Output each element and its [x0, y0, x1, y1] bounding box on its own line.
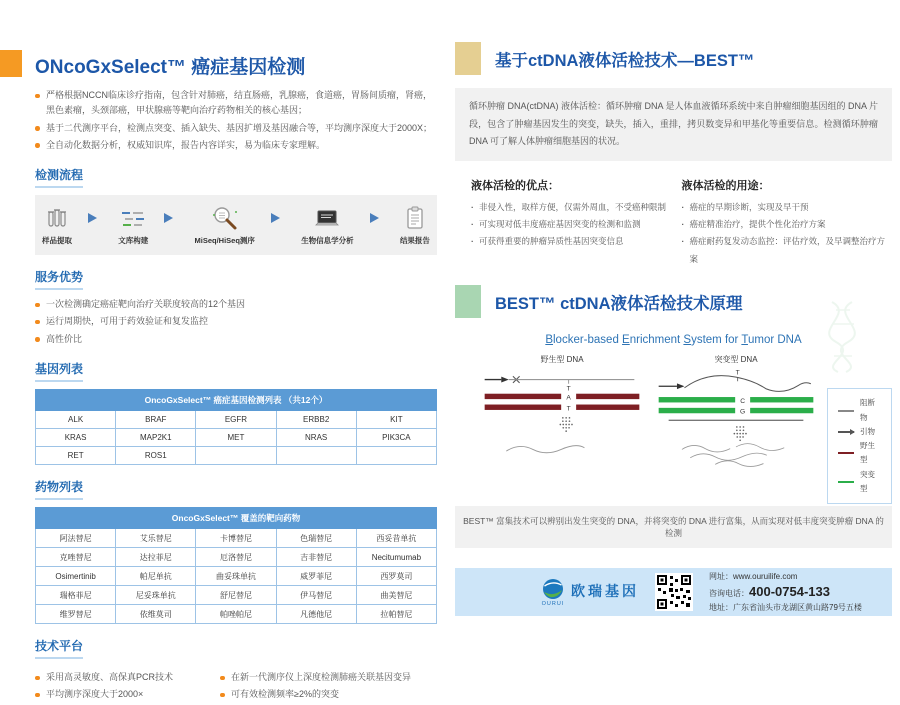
best-summary: BEST™ 富集技术可以辨别出发生突变的 DNA，并将突变的 DNA 进行富集，从而实现对低丰度突变肿瘤 DNA 的检测 — [455, 506, 892, 548]
drug-cell: 伊马替尼 — [276, 586, 356, 605]
svg-text:G: G — [740, 409, 746, 417]
svg-text:C: C — [740, 398, 746, 406]
flow-arrow-icon — [88, 213, 102, 223]
principle-title: BEST™ ctDNA液体活检技术原理 — [495, 294, 743, 313]
gene-table-row — [36, 447, 437, 465]
wild-type-label: 野生型 DNA — [540, 355, 584, 365]
qr-code — [655, 573, 693, 611]
drug-table — [35, 507, 437, 624]
footer-bar — [455, 568, 892, 616]
right-title-row — [455, 42, 892, 75]
legend-item: 突变型 — [838, 468, 881, 497]
process-step — [400, 204, 430, 246]
pros-uses-columns — [455, 177, 892, 269]
pros-list — [471, 199, 682, 251]
drug-cell: 达拉菲尼 — [116, 548, 196, 567]
best-subtitle: Blocker-based Enrichment System for Tumor DNA — [545, 334, 802, 347]
blocker-line-icon — [838, 410, 854, 412]
advantage-bullet: 一次检测确定癌症靶向治疗关联度较高的12个基因 — [35, 297, 437, 312]
drug-cell: 帕尼单抗 — [116, 567, 196, 586]
pros-column — [471, 177, 682, 269]
company-logo — [541, 577, 639, 607]
dotted-arrow-icon — [734, 426, 747, 441]
svg-text:T: T — [735, 369, 740, 377]
legend-item: 野生型 — [838, 439, 881, 468]
uses-column — [682, 177, 893, 269]
gene-table-row — [36, 411, 437, 429]
library-fragments-icon — [119, 204, 147, 232]
process-step-label: 结果报告 — [399, 236, 430, 246]
platform-bullets-left — [35, 670, 220, 705]
section-heading-genes: 基因列表 — [35, 360, 437, 382]
principle-title-row — [455, 285, 892, 318]
drug-cell: 维罗替尼 — [36, 605, 116, 624]
drug-table-row — [36, 548, 437, 567]
advantage-bullet: 高性价比 — [35, 332, 437, 347]
gene-cell: EGFR — [196, 411, 276, 429]
uses-item: · 癌症耐药复发动态监控：评估疗效，及早调整治疗方案 — [682, 233, 893, 268]
drug-cell: Osimertinib — [36, 567, 116, 586]
drug-table-row — [36, 586, 437, 605]
process-step — [195, 204, 255, 246]
mutant-group — [657, 354, 815, 472]
platform-bullet: 平均测序深度大于2000× — [35, 687, 220, 702]
intro-bullet-list — [35, 88, 437, 153]
diagram-legend — [827, 388, 892, 504]
gene-cell — [276, 447, 356, 465]
mutant-diagram — [657, 367, 815, 467]
page-title-left: ONcoGxSelect™ 癌症基因检测 — [35, 57, 306, 78]
drug-cell: 舒尼替尼 — [196, 586, 276, 605]
gene-cell: ERBB2 — [276, 411, 356, 429]
pros-item: · 可实现对低丰度癌症基因突变的检测和监测 — [471, 216, 682, 233]
process-step-label: 样品提取 — [42, 236, 72, 246]
primer-arrow-icon — [838, 431, 854, 433]
gene-table-title: OncoGxSelect™ 癌症基因检测列表 （共12个） — [36, 390, 437, 411]
drug-cell: 瑞格菲尼 — [36, 586, 116, 605]
gene-cell: KRAS — [36, 429, 116, 447]
drug-cell: 拉帕替尼 — [356, 605, 436, 624]
legend-item: 引物 — [838, 425, 881, 439]
drug-cell: 尼妥珠单抗 — [116, 586, 196, 605]
website-line: 网址：www.ouruilife.com — [709, 572, 798, 582]
left-column — [35, 44, 437, 705]
drug-cell: 曲妥珠单抗 — [196, 567, 276, 586]
phone-number: 400-0754-133 — [749, 583, 830, 599]
report-clipboard-icon — [401, 204, 429, 232]
flow-arrow-icon — [271, 213, 285, 223]
drug-cell: Necitumumab — [356, 548, 436, 567]
wild-type-diagram — [483, 367, 641, 467]
gene-cell: MAP2K1 — [116, 429, 196, 447]
svg-text:T: T — [566, 405, 571, 413]
process-step-label: MiSeq/HiSeq测序 — [194, 236, 255, 246]
gene-cell: MET — [196, 429, 276, 447]
drug-cell: 凡德他尼 — [276, 605, 356, 624]
gene-cell: PIK3CA — [356, 429, 436, 447]
process-step — [42, 204, 72, 246]
drug-table-title: OncoGxSelect™ 覆盖的靶向药物 — [36, 508, 437, 529]
drug-cell: 曲美替尼 — [356, 586, 436, 605]
brand-name: 欧瑞基因 — [571, 583, 639, 600]
dotted-arrow-icon — [560, 417, 573, 432]
pros-heading: 液体活检的优点： — [471, 179, 559, 192]
svg-text:A: A — [566, 394, 571, 402]
ctdna-intro-paragraph: 循环肿瘤 DNA(ctDNA) 液体活检：循环肿瘤 DNA 是人体血液循环系统中来自肿瘤细胞基因组的 DNA 片段，包含了肿瘤基因发生的突变，缺失，插入，重排，拷贝数变异和甲基化等重要信息。检测循环肿瘤 DNA 可了解人体肿瘤细胞基因的状况。 — [455, 88, 892, 161]
gene-cell — [196, 447, 276, 465]
advantages-bullet-list — [35, 297, 437, 347]
gene-cell — [356, 447, 436, 465]
drug-table-row — [36, 529, 437, 548]
process-step-label: 生物信息学分析 — [301, 236, 354, 246]
platform-bullet: 采用高灵敏度、高保真PCR技术 — [35, 670, 220, 685]
bioinformatics-laptop-icon — [313, 204, 341, 232]
pros-item: · 可获得重要的肿瘤异质性基因突变信息 — [471, 233, 682, 250]
intro-bullet: 全自动化数据分析，权威知识库，报告内容详实，易为临床专家理解。 — [35, 138, 437, 153]
website-url: www.ouruilife.com — [733, 572, 798, 582]
drug-cell: 阿法替尼 — [36, 529, 116, 548]
wild-type-group — [483, 354, 641, 472]
section-heading-platform: 技术平台 — [35, 637, 437, 659]
gene-cell: KIT — [356, 411, 436, 429]
process-step — [118, 204, 148, 246]
flow-arrow-icon — [370, 213, 384, 223]
globe-logo-icon — [541, 577, 565, 601]
page-title-right: 基于ctDNA液体活检技术—BEST™ — [495, 51, 755, 70]
brand-en: OURUI — [541, 601, 565, 608]
drug-cell: 卡博替尼 — [196, 529, 276, 548]
uses-item: · 癌症精准治疗，提供个性化治疗方案 — [682, 216, 893, 233]
best-principle-diagram — [455, 354, 892, 504]
drug-cell: 厄洛替尼 — [196, 548, 276, 567]
gene-cell: NRAS — [276, 429, 356, 447]
gene-table — [35, 389, 437, 465]
platform-bullet: 可有效检测频率≥2%的突变 — [220, 687, 411, 702]
gene-cell: RET — [36, 447, 116, 465]
drug-cell: 克唑替尼 — [36, 548, 116, 567]
gene-cell: BRAF — [116, 411, 196, 429]
mutant-label: 突变型 DNA — [714, 355, 758, 365]
drug-cell: 帕唑帕尼 — [196, 605, 276, 624]
legend-item: 阻断物 — [838, 396, 881, 425]
address-text: 广东省汕头市龙湖区黄山路79号五楼 — [733, 602, 862, 612]
gene-cell: ROS1 — [116, 447, 196, 465]
drug-cell: 依维莫司 — [116, 605, 196, 624]
platform-bullets-right — [220, 670, 411, 705]
sequencer-magnifier-icon — [211, 204, 239, 232]
intro-bullet: 基于二代测序平台，检测点突变、插入缺失、基因扩增及基因融合等，平均测序深度大于2000X； — [35, 121, 437, 136]
section-heading-advantages: 服务优势 — [35, 268, 437, 290]
drug-cell: 吉非替尼 — [276, 548, 356, 567]
drug-cell: 艾乐替尼 — [116, 529, 196, 548]
orange-accent-block — [0, 50, 22, 77]
gene-table-row — [36, 429, 437, 447]
svg-text:T: T — [566, 385, 571, 393]
drug-table-row — [36, 605, 437, 624]
uses-item: · 癌症的早期诊断，实现及早干预 — [682, 199, 893, 216]
green-accent-block — [455, 285, 481, 318]
advantage-bullet: 运行周期快，可用于药效验证和复发监控 — [35, 314, 437, 329]
platform-columns — [35, 666, 437, 705]
drug-table-body — [36, 529, 437, 624]
sample-tubes-icon — [43, 204, 71, 232]
drug-cell: 色瑞替尼 — [276, 529, 356, 548]
drug-cell: 西罗莫司 — [356, 567, 436, 586]
flow-arrow-icon — [164, 213, 178, 223]
intro-bullet: 严格根据NCCN临床诊疗指南，包含针对肺癌，结直肠癌，乳腺癌，食道癌，胃肠间质瘤，肾癌，黑色素瘤，头颈部癌，甲状腺癌等靶向治疗药物相关的核心基因； — [35, 88, 437, 119]
gene-table-body — [36, 411, 437, 465]
pros-item: · 非侵入性，取样方便，仅需外周血，不受癌种限制 — [471, 199, 682, 216]
section-heading-drugs: 药物列表 — [35, 478, 437, 500]
uses-list — [682, 199, 893, 269]
uses-heading: 液体活检的用途： — [681, 179, 770, 192]
process-step-label: 文库构建 — [118, 236, 149, 246]
tan-accent-block — [455, 42, 481, 75]
drug-cell: 西妥昔单抗 — [356, 529, 436, 548]
drug-cell: 威罗菲尼 — [276, 567, 356, 586]
mutant-swatch-icon — [838, 481, 854, 483]
platform-bullet: 在新一代测序仪上深度检测肺癌关联基因变异 — [220, 670, 411, 685]
address-line: 地址：广东省汕头市龙湖区黄山路79号五楼 — [709, 602, 862, 612]
gene-cell: ALK — [36, 411, 116, 429]
process-step — [301, 204, 354, 246]
wild-type-swatch-icon — [838, 452, 854, 454]
process-flow — [35, 195, 437, 255]
drug-table-row — [36, 567, 437, 586]
phone-line: 咨询电话：400-0754-133 — [709, 583, 830, 599]
section-heading-process: 检测流程 — [35, 166, 437, 188]
contact-info — [709, 571, 862, 613]
right-column — [455, 42, 892, 616]
